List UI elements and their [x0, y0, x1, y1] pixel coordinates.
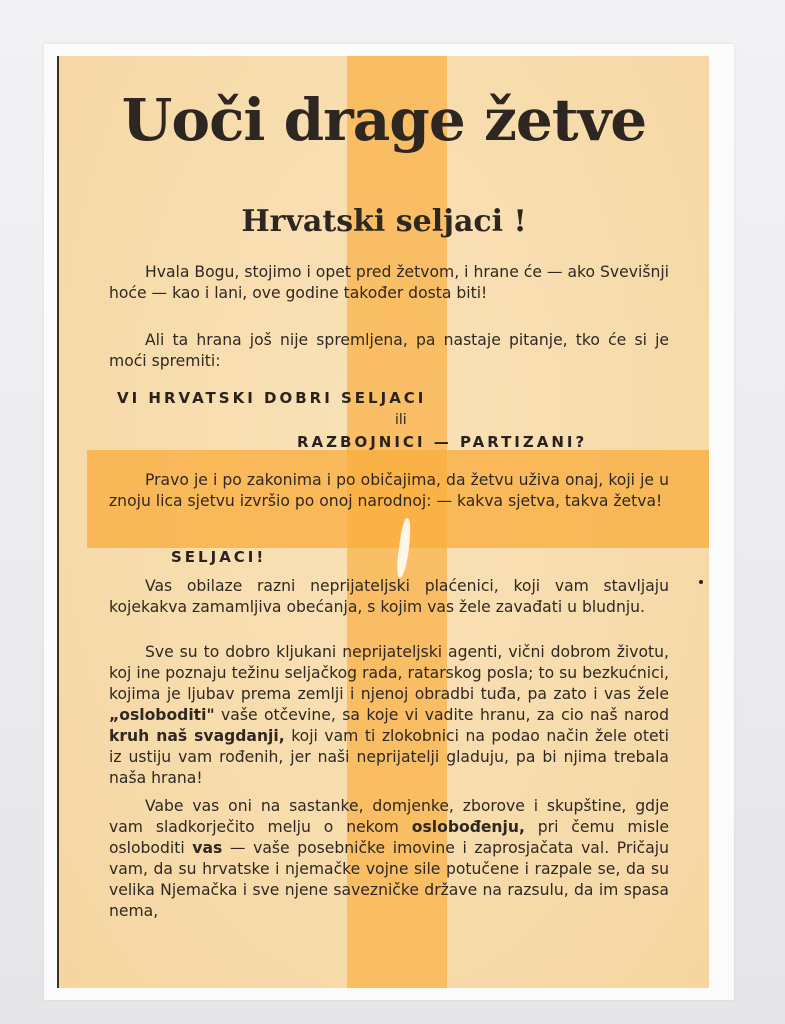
paragraph-3: Pravo je i po zakonima i po običajima, da žetvu uživa onaj, koji je u znoju lica sjetvu izvršio po onoj narodnoj: — kakva sjetva, takva žetva! [109, 471, 669, 510]
paragraph-5-d: kruh naš svagdanji, [109, 727, 285, 745]
leaflet-subtitle: Hrvatski seljaci ! [241, 204, 527, 239]
question-line-1: VI HRVATSKI DOBRI SELJACI [117, 389, 427, 407]
heading-seljaci: SELJACI! [171, 548, 267, 566]
paragraph-5-b: „osloboditi" [109, 706, 215, 724]
paragraph-4: Vas obilaze razni neprijateljski plaćenici, koji vam stavljaju kojekakva zamamljiva obećanja, s kojim vas žele zavađati u bludnju. [109, 577, 669, 616]
question-ili: ili [395, 412, 407, 428]
paragraph-6-b: oslobođenju, [411, 818, 525, 836]
paragraph-5-e: koji vam ti zlokobnici na podao način žele oteti iz ustiju vam rođenih, jer naši neprijatelji gladuju, pa bi njima trebala naša hrana! [109, 727, 670, 787]
ink-speck [699, 580, 703, 584]
paragraph-1: Hvala Bogu, stojimo i opet pred žetvom, i hrane će — ako Svevišnji hoće — kao i lani, ove godine također dosta biti! [109, 263, 669, 302]
paragraph-5 [109, 642, 669, 789]
paragraph-5-c: vaše otčevine, sa koje vi vadite hranu, za cio naš narod [214, 706, 669, 724]
leaflet [57, 56, 709, 988]
leaflet-title: Uoči drage žetve [121, 86, 647, 154]
paragraph-6 [109, 796, 669, 922]
paragraph-5-a: Sve su to dobro kljukani neprijateljski agenti, vični dobrom životu, koj ine poznaju težinu seljačkog rada, ratarskog posla; to su bezkućnici, kojima je ljubav prema zemlji i njenoj obradbi tuđa, pa zato i vas žele [109, 643, 669, 703]
question-line-2: RAZBOJNICI — PARTIZANI? [297, 433, 588, 451]
paragraph-2: Ali ta hrana još nije spremljena, pa nastaje pitanje, tko će si je moći spremiti: [109, 331, 669, 370]
paragraph-6-c: pri čemu misle osloboditi [109, 818, 670, 857]
paragraph-6-e: — vaše posebničke imovine i zaprosjačata val. Pričaju vam, da su hrvatske i njemačke vojne sile potučene i razpale se, da su velika Njemačka i sve njene savezničke države na razsulu, da im spasa nema, [109, 839, 669, 920]
paragraph-6-a: Vabe vas oni na sastanke, domjenke, zborove i skupštine, gdje vam sladkorječito melju o nekom [109, 797, 669, 836]
paragraph-6-d: vas [192, 839, 223, 857]
leaflet-content [59, 56, 709, 988]
